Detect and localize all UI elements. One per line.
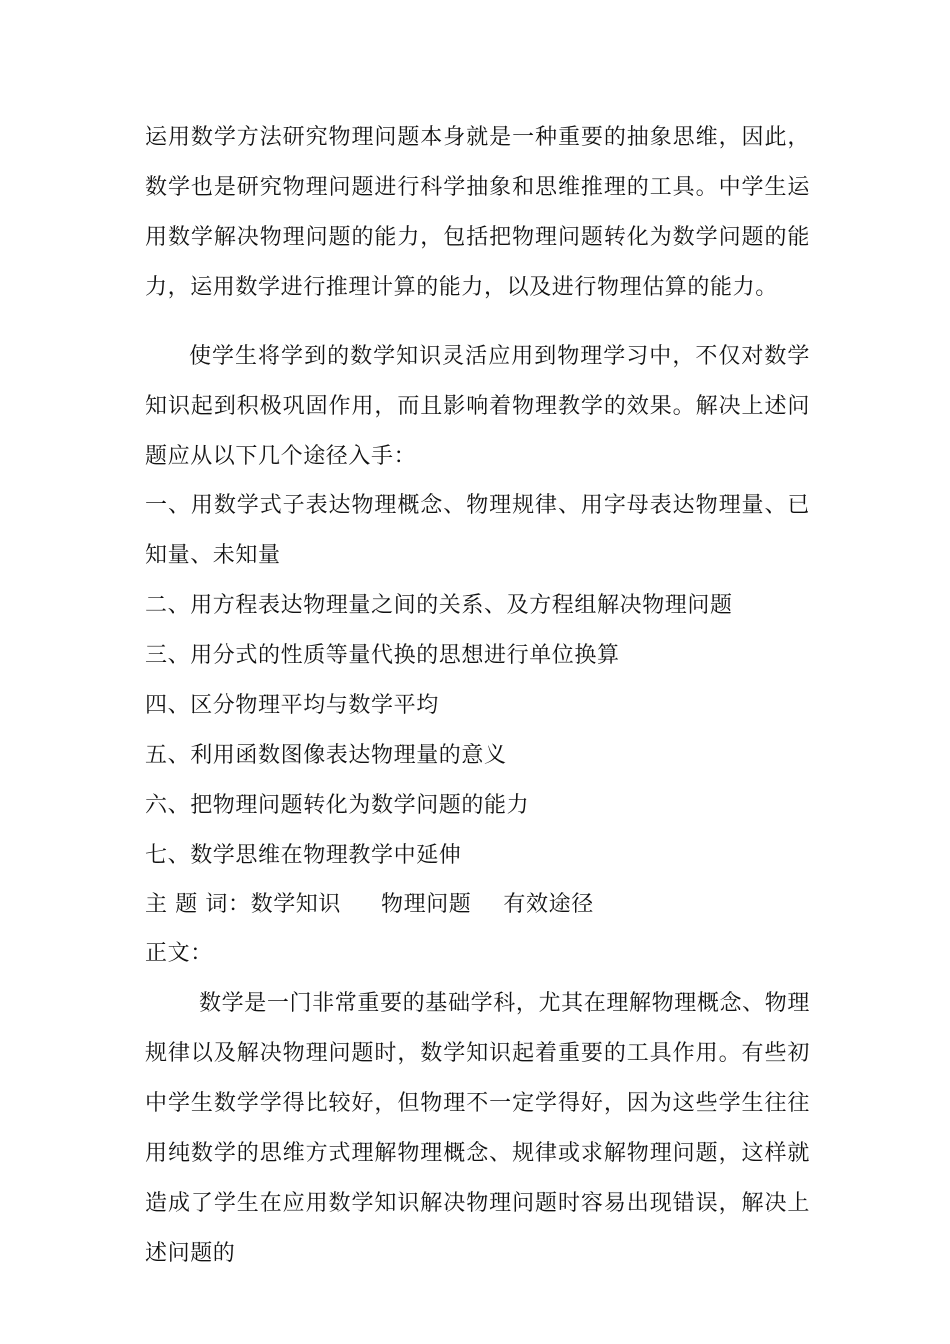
keyword: 数学知识 (250, 892, 341, 917)
approach-list (145, 481, 810, 881)
intro-paragraph: 运用数学方法研究物理问题本身就是一种重要的抽象思维，因此，数学也是研究物理问题进行科学抽象和思维推理的工具。中学生运用数学解决物理问题的能力，包括把物理问题转化为数学问题的能力，运用数学进行推理计算的能力，以及进行物理估算的能力。 (145, 125, 810, 300)
list-item: 五、利用函数图像表达物理量的意义 (145, 743, 507, 768)
keywords-label: 主 题 词： (145, 892, 251, 917)
list-item: 七、数学思维在物理教学中延伸 (145, 843, 462, 868)
list-item: 一、用数学式子表达物理概念、物理规律、用字母表达物理量、已知量、未知量 (145, 493, 810, 568)
list-item: 六、把物理问题转化为数学问题的能力 (145, 793, 530, 818)
keyword: 物理问题 (381, 892, 472, 917)
approach-paragraph: 使学生将学到的数学知识灵活应用到物理学习中，不仅对数学知识起到积极巩固作用，而且影响着物理教学的效果。解决上述问题应从以下几个途径入手： (145, 344, 810, 469)
keywords-line (145, 880, 810, 930)
list-item: 三、用分式的性质等量代换的思想进行单位换算 (145, 643, 620, 668)
keyword: 有效途径 (503, 892, 594, 917)
list-item: 二、用方程表达物理量之间的关系、及方程组解决物理问题 (145, 593, 733, 618)
body-heading: 正文： (145, 941, 213, 966)
list-item: 四、区分物理平均与数学平均 (145, 693, 439, 718)
main-paragraph: 数学是一门非常重要的基础学科，尤其在理解物理概念、物理规律以及解决物理问题时，数学知识起着重要的工具作用。有些初中学生数学学得比较好，但物理不一定学得好，因为这些学生往往用纯数学的思维方式理解物理概念、规律或求解物理问题，这样就造成了学生在应用数学知识解决物理问题时容易出现错误，解决上述问题的 (145, 991, 810, 1266)
